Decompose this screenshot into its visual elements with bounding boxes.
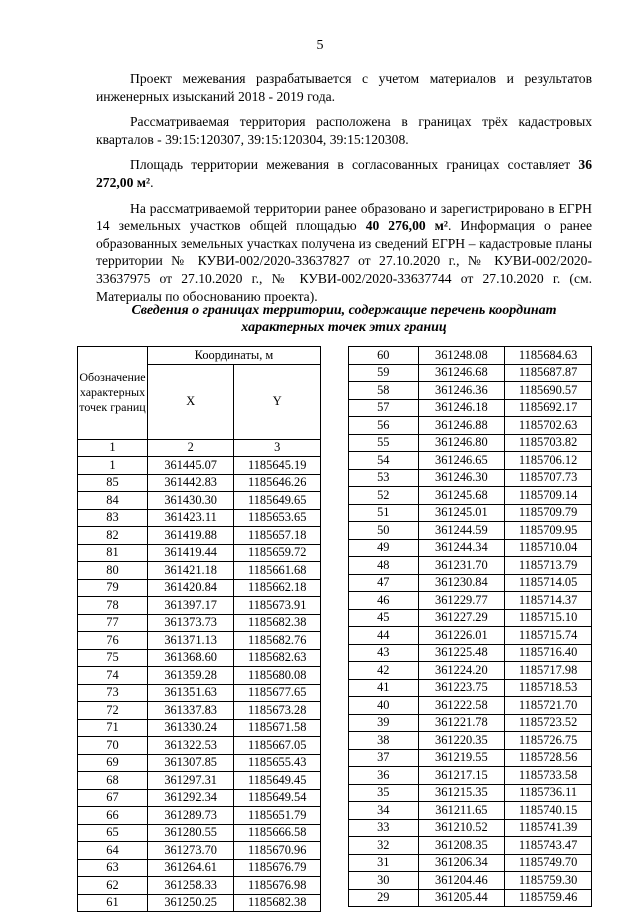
table-row	[349, 749, 592, 767]
point-id: 74	[78, 667, 148, 685]
point-id: 56	[349, 417, 419, 435]
table-row	[78, 649, 321, 667]
y-coordinate: 1185676.98	[234, 877, 321, 895]
x-coordinate: 361246.65	[418, 452, 505, 470]
table-row	[78, 737, 321, 755]
x-coordinate: 361292.34	[147, 789, 233, 807]
y-coordinate: 1185653.65	[234, 509, 321, 527]
point-id: 48	[349, 557, 419, 575]
y-coordinate: 1185740.15	[505, 802, 592, 820]
point-id: 66	[78, 807, 148, 825]
table-row	[349, 627, 592, 645]
point-id: 36	[349, 767, 419, 785]
y-coordinate: 1185690.57	[505, 382, 592, 400]
table-row	[78, 597, 321, 615]
y-coordinate: 1185671.58	[234, 719, 321, 737]
x-coordinate: 361397.17	[147, 597, 233, 615]
point-id: 45	[349, 609, 419, 627]
x-coordinate: 361208.35	[418, 837, 505, 855]
x-coordinate: 361219.55	[418, 749, 505, 767]
table-row	[78, 474, 321, 492]
x-coordinate: 361289.73	[147, 807, 233, 825]
x-coordinate: 361250.25	[147, 894, 233, 912]
x-coordinate: 361420.84	[147, 579, 233, 597]
x-coordinate: 361246.36	[418, 382, 505, 400]
y-coordinate: 1185651.79	[234, 807, 321, 825]
paragraph-4-text-2: . Информация о ранее образованных земельных участках получена из сведений ЕГРН – кадастровые планы территории № КУВИ-002/2020-33637827 от 27.10.2020 г., № КУВИ-002/2020-33637975 от 27.10.2020 г., № КУВИ-002/2020-33637744 от 27.10.2020 г. (см. Материалы по обоснованию проекта).	[96, 218, 593, 304]
y-coordinate: 1185759.30	[505, 872, 592, 890]
table-row	[349, 487, 592, 505]
x-coordinate: 361368.60	[147, 649, 233, 667]
y-coordinate: 1185649.45	[234, 772, 321, 790]
x-coordinate: 361246.80	[418, 434, 505, 452]
table-row	[78, 614, 321, 632]
point-id: 49	[349, 539, 419, 557]
table-row	[78, 509, 321, 527]
point-id: 39	[349, 714, 419, 732]
y-coordinate: 1185707.73	[505, 469, 592, 487]
point-id: 52	[349, 487, 419, 505]
table-row	[349, 889, 592, 907]
x-coordinate: 361205.44	[418, 889, 505, 907]
y-coordinate: 1185759.46	[505, 889, 592, 907]
y-coordinate: 1185709.14	[505, 487, 592, 505]
x-coordinate: 361337.83	[147, 702, 233, 720]
y-coordinate: 1185687.87	[505, 364, 592, 382]
x-coordinate: 361211.65	[418, 802, 505, 820]
x-coordinate: 361258.33	[147, 877, 233, 895]
point-id: 31	[349, 854, 419, 872]
table-row	[349, 854, 592, 872]
x-coordinate: 361445.07	[147, 457, 233, 475]
y-coordinate: 1185673.91	[234, 597, 321, 615]
y-coordinate: 1185721.70	[505, 697, 592, 715]
point-id: 46	[349, 592, 419, 610]
x-coordinate: 361225.48	[418, 644, 505, 662]
x-coordinate: 361217.15	[418, 767, 505, 785]
y-coordinate: 1185717.98	[505, 662, 592, 680]
y-coordinate: 1185677.65	[234, 684, 321, 702]
point-id: 1	[78, 457, 148, 475]
coordinates-header: Координаты, м	[147, 347, 320, 365]
point-id: 41	[349, 679, 419, 697]
y-coordinate: 1185703.82	[505, 434, 592, 452]
x-header: X	[147, 364, 233, 439]
table-row	[349, 539, 592, 557]
point-id: 81	[78, 544, 148, 562]
table-row	[78, 877, 321, 895]
y-coordinate: 1185726.75	[505, 732, 592, 750]
table-row	[349, 399, 592, 417]
paragraph-3-text: Площадь территории межевания в согласованных границах составляет	[130, 157, 579, 173]
x-coordinate: 361244.59	[418, 522, 505, 540]
column-number-2: 2	[147, 439, 233, 457]
y-coordinate: 1185714.37	[505, 592, 592, 610]
point-id: 79	[78, 579, 148, 597]
point-id: 62	[78, 877, 148, 895]
y-coordinate: 1185649.54	[234, 789, 321, 807]
y-coordinate: 1185715.74	[505, 627, 592, 645]
x-coordinate: 361230.84	[418, 574, 505, 592]
x-coordinate: 361222.58	[418, 697, 505, 715]
table-row	[349, 522, 592, 540]
table-row	[349, 417, 592, 435]
point-id: 53	[349, 469, 419, 487]
table-row	[349, 469, 592, 487]
table-row	[349, 347, 592, 365]
x-coordinate: 361246.30	[418, 469, 505, 487]
table-row	[349, 767, 592, 785]
paragraph-3	[96, 156, 592, 191]
point-id: 68	[78, 772, 148, 790]
coordinates-table-right	[348, 346, 592, 907]
y-coordinate: 1185733.58	[505, 767, 592, 785]
table-row	[349, 609, 592, 627]
point-id: 55	[349, 434, 419, 452]
table-row	[78, 702, 321, 720]
table-title: Сведения о границах территории, содержащие перечень координат характерных точек этих границ	[131, 303, 557, 336]
table-row	[78, 859, 321, 877]
x-coordinate: 361245.68	[418, 487, 505, 505]
point-id: 64	[78, 842, 148, 860]
y-coordinate: 1185682.76	[234, 632, 321, 650]
x-coordinate: 361419.44	[147, 544, 233, 562]
point-id: 73	[78, 684, 148, 702]
x-coordinate: 361223.75	[418, 679, 505, 697]
x-coordinate: 361330.24	[147, 719, 233, 737]
point-id: 54	[349, 452, 419, 470]
point-id: 58	[349, 382, 419, 400]
point-id: 67	[78, 789, 148, 807]
x-coordinate: 361419.88	[147, 527, 233, 545]
paragraph-4	[96, 200, 592, 306]
x-coordinate: 361430.30	[147, 492, 233, 510]
paragraph-2: Рассматриваемая территория расположена в границах трёх кадастровых кварталов - 39:15:120307, 39:15:120304, 39:15:120308.	[96, 114, 592, 147]
point-id: 82	[78, 527, 148, 545]
y-coordinate: 1185743.47	[505, 837, 592, 855]
x-coordinate: 361264.61	[147, 859, 233, 877]
table-row	[78, 457, 321, 475]
x-coordinate: 361206.34	[418, 854, 505, 872]
x-coordinate: 361231.70	[418, 557, 505, 575]
table-row	[78, 772, 321, 790]
point-id: 76	[78, 632, 148, 650]
paragraph-4-text-1: На рассматриваемой территории ранее образовано и зарегистрировано в ЕГРН 14 земельных участков общей площадью	[96, 200, 592, 234]
x-coordinate: 361359.28	[147, 667, 233, 685]
table-row	[349, 714, 592, 732]
point-id: 63	[78, 859, 148, 877]
point-id: 43	[349, 644, 419, 662]
table-row	[78, 842, 321, 860]
point-id: 35	[349, 784, 419, 802]
point-id: 60	[349, 347, 419, 365]
point-id: 83	[78, 509, 148, 527]
x-coordinate: 361245.01	[418, 504, 505, 522]
point-id: 59	[349, 364, 419, 382]
y-coordinate: 1185666.58	[234, 824, 321, 842]
x-coordinate: 361297.31	[147, 772, 233, 790]
x-coordinate: 361248.08	[418, 347, 505, 365]
x-coordinate: 361220.35	[418, 732, 505, 750]
y-coordinate: 1185713.79	[505, 557, 592, 575]
x-coordinate: 361227.29	[418, 609, 505, 627]
x-coordinate: 361322.53	[147, 737, 233, 755]
point-designation-header: Обозначение характерных точек границ	[78, 347, 148, 440]
y-coordinate: 1185657.18	[234, 527, 321, 545]
y-coordinate: 1185659.72	[234, 544, 321, 562]
y-coordinate: 1185702.63	[505, 417, 592, 435]
point-id: 47	[349, 574, 419, 592]
territory-area: 36 272,00 м²	[96, 157, 592, 190]
table-row	[78, 527, 321, 545]
table-row	[349, 872, 592, 890]
y-coordinate: 1185670.96	[234, 842, 321, 860]
point-id: 40	[349, 697, 419, 715]
table-row	[78, 789, 321, 807]
point-id: 84	[78, 492, 148, 510]
point-id: 51	[349, 504, 419, 522]
point-id: 75	[78, 649, 148, 667]
table-row	[349, 802, 592, 820]
x-coordinate: 361273.70	[147, 842, 233, 860]
x-coordinate: 361280.55	[147, 824, 233, 842]
x-coordinate: 361423.11	[147, 509, 233, 527]
point-id: 85	[78, 474, 148, 492]
y-coordinate: 1185709.79	[505, 504, 592, 522]
y-coordinate: 1185662.18	[234, 579, 321, 597]
table-row	[349, 732, 592, 750]
point-id: 72	[78, 702, 148, 720]
body-text	[96, 70, 592, 313]
x-coordinate: 361224.20	[418, 662, 505, 680]
table-row	[349, 697, 592, 715]
x-coordinate: 361421.18	[147, 562, 233, 580]
y-coordinate: 1185716.40	[505, 644, 592, 662]
table-row	[349, 574, 592, 592]
x-coordinate: 361210.52	[418, 819, 505, 837]
x-coordinate: 361229.77	[418, 592, 505, 610]
y-coordinate: 1185684.63	[505, 347, 592, 365]
x-coordinate: 361307.85	[147, 754, 233, 772]
y-coordinate: 1185682.38	[234, 894, 321, 912]
table-row	[349, 679, 592, 697]
column-number-1: 1	[78, 439, 148, 457]
point-id: 50	[349, 522, 419, 540]
page-number: 5	[316, 38, 324, 53]
x-coordinate: 361246.18	[418, 399, 505, 417]
table-row	[78, 544, 321, 562]
table-row	[349, 434, 592, 452]
x-coordinate: 361221.78	[418, 714, 505, 732]
table-row	[78, 684, 321, 702]
y-coordinate: 1185723.52	[505, 714, 592, 732]
paragraph-1: Проект межевания разрабатывается с учетом материалов и результатов инженерных изысканий 2018 - 2019 года.	[96, 71, 592, 104]
point-id: 42	[349, 662, 419, 680]
table-row	[349, 784, 592, 802]
y-coordinate: 1185718.53	[505, 679, 592, 697]
table-row	[349, 837, 592, 855]
y-coordinate: 1185706.12	[505, 452, 592, 470]
parcels-area: 40 276,00 м²	[365, 218, 449, 234]
table-row	[78, 562, 321, 580]
table-row	[349, 504, 592, 522]
point-id: 57	[349, 399, 419, 417]
y-coordinate: 1185676.79	[234, 859, 321, 877]
y-coordinate: 1185715.10	[505, 609, 592, 627]
y-coordinate: 1185680.08	[234, 667, 321, 685]
y-coordinate: 1185749.70	[505, 854, 592, 872]
table-row	[78, 824, 321, 842]
x-coordinate: 361246.68	[418, 364, 505, 382]
y-coordinate: 1185692.17	[505, 399, 592, 417]
x-coordinate: 361226.01	[418, 627, 505, 645]
point-id: 37	[349, 749, 419, 767]
x-coordinate: 361371.13	[147, 632, 233, 650]
y-coordinate: 1185728.56	[505, 749, 592, 767]
point-id: 44	[349, 627, 419, 645]
paragraph-3-end: .	[150, 174, 154, 190]
table-row	[349, 592, 592, 610]
x-coordinate: 361373.73	[147, 614, 233, 632]
y-coordinate: 1185710.04	[505, 539, 592, 557]
y-coordinate: 1185709.95	[505, 522, 592, 540]
point-id: 80	[78, 562, 148, 580]
table-row	[78, 894, 321, 912]
y-coordinate: 1185661.68	[234, 562, 321, 580]
table-row	[78, 754, 321, 772]
table-row	[349, 662, 592, 680]
point-id: 69	[78, 754, 148, 772]
column-number-3: 3	[234, 439, 321, 457]
y-coordinate: 1185667.05	[234, 737, 321, 755]
table-row	[78, 807, 321, 825]
point-id: 32	[349, 837, 419, 855]
x-coordinate: 361204.46	[418, 872, 505, 890]
point-id: 30	[349, 872, 419, 890]
point-id: 65	[78, 824, 148, 842]
point-id: 33	[349, 819, 419, 837]
y-coordinate: 1185736.11	[505, 784, 592, 802]
y-coordinate: 1185645.19	[234, 457, 321, 475]
table-row	[78, 579, 321, 597]
point-id: 77	[78, 614, 148, 632]
table-row	[78, 632, 321, 650]
table-row	[349, 644, 592, 662]
point-id: 78	[78, 597, 148, 615]
x-coordinate: 361442.83	[147, 474, 233, 492]
y-coordinate: 1185673.28	[234, 702, 321, 720]
x-coordinate: 361351.63	[147, 684, 233, 702]
table-row	[349, 452, 592, 470]
table-row	[349, 382, 592, 400]
table-row	[349, 819, 592, 837]
x-coordinate: 361246.88	[418, 417, 505, 435]
y-coordinate: 1185682.63	[234, 649, 321, 667]
y-coordinate: 1185682.38	[234, 614, 321, 632]
y-coordinate: 1185649.65	[234, 492, 321, 510]
y-coordinate: 1185741.39	[505, 819, 592, 837]
table-row	[78, 719, 321, 737]
point-id: 71	[78, 719, 148, 737]
x-coordinate: 361215.35	[418, 784, 505, 802]
y-header: Y	[234, 364, 321, 439]
table-row	[78, 492, 321, 510]
x-coordinate: 361244.34	[418, 539, 505, 557]
point-id: 61	[78, 894, 148, 912]
y-coordinate: 1185646.26	[234, 474, 321, 492]
y-coordinate: 1185655.43	[234, 754, 321, 772]
coordinates-table-left	[77, 346, 321, 912]
y-coordinate: 1185714.05	[505, 574, 592, 592]
point-id: 29	[349, 889, 419, 907]
table-row	[349, 364, 592, 382]
point-id: 70	[78, 737, 148, 755]
point-id: 38	[349, 732, 419, 750]
table-row	[349, 557, 592, 575]
table-row	[78, 667, 321, 685]
point-id: 34	[349, 802, 419, 820]
